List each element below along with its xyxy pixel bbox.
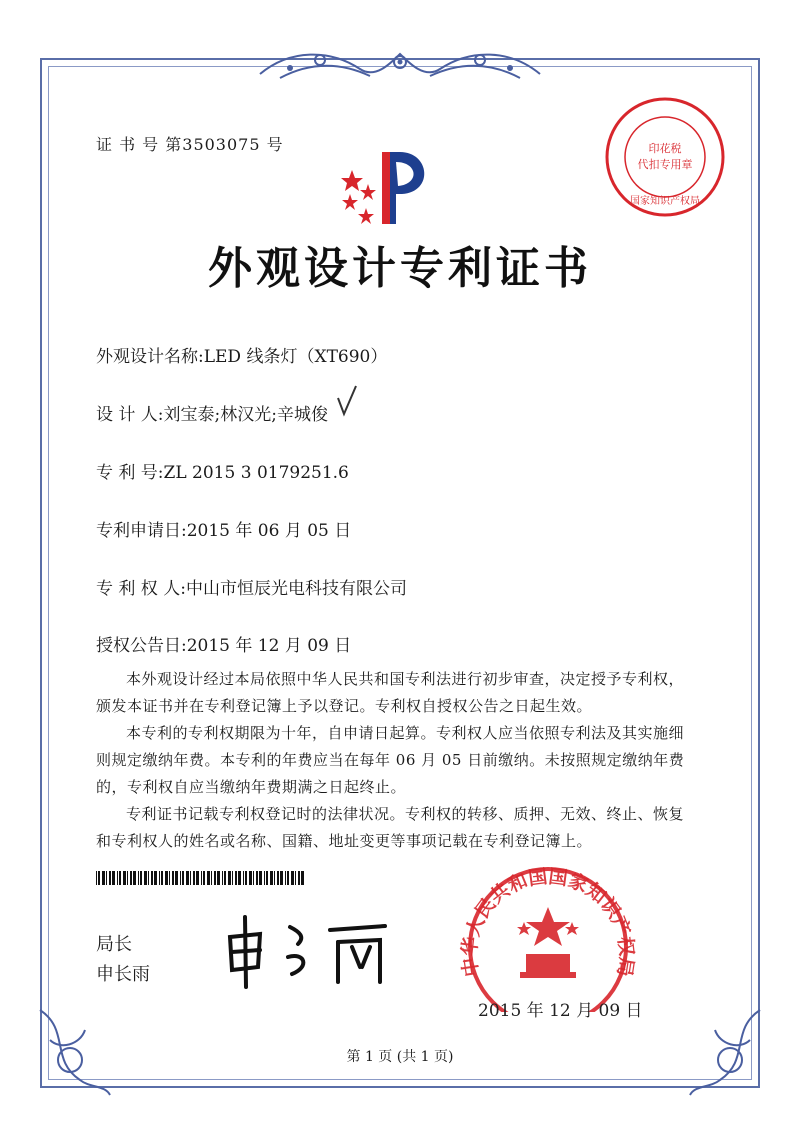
page-number: 第 1 页 (共 1 页): [346, 1049, 454, 1065]
barcode-bar: [165, 871, 168, 885]
small-red-seal: [600, 92, 730, 222]
filing-date-value: 2015 年 06 月 05 日: [186, 521, 352, 541]
barcode-bar: [301, 871, 304, 885]
barcode-bar: [285, 871, 286, 885]
barcode-bar: [277, 871, 279, 885]
barcode-bar: [161, 871, 163, 885]
barcode-bar: [140, 871, 142, 885]
barcode-bar: [298, 871, 300, 885]
barcode-bar: [253, 871, 254, 885]
certificate-body: [96, 666, 688, 855]
barcode-bar: [249, 871, 252, 885]
barcode-bar: [154, 871, 157, 885]
barcode-bar: [259, 871, 262, 885]
grant-date-value: 2015 年 12 月 09 日: [186, 636, 352, 656]
barcode-bar: [182, 871, 184, 885]
svg-text:印花税: 印花税: [648, 142, 682, 155]
design-name-label: 外观设计名称:: [96, 347, 204, 367]
barcode-bar: [224, 871, 226, 885]
barcode-bar: [245, 871, 247, 885]
cnipa-official-seal: [448, 862, 648, 1012]
barcode-bar: [190, 871, 191, 885]
certificate-number-label: 证 书 号 第: [96, 135, 183, 154]
designer-value: 刘宝泰;林汉光;辛城俊: [163, 405, 329, 425]
barcode-bar: [159, 871, 160, 885]
director-title: 局长: [96, 934, 132, 955]
barcode-bar: [98, 871, 100, 885]
big-seal-text: 中华人民共和国国家知识产权局: [458, 865, 638, 979]
barcode-bar: [280, 871, 283, 885]
barcode-bar: [295, 871, 296, 885]
barcode-bar: [217, 871, 220, 885]
grant-date-label: 授权公告日:: [96, 636, 187, 656]
barcode-bar: [222, 871, 223, 885]
certificate-number-value: 3503075 号: [182, 135, 284, 154]
barcode-bar: [203, 871, 205, 885]
top-ornament: [250, 44, 550, 90]
grant-date-row: [96, 631, 351, 656]
barcode-bar: [148, 871, 149, 885]
barcode-bar: [144, 871, 147, 885]
filing-date-label: 专利申请日:: [96, 521, 187, 541]
body-paragraph-1: 本外观设计经过本局依照中华人民共和国专利法进行初步审查，决定授予专利权，颁发本证书并在专利登记簿上予以登记。专利权自授权公告之日起生效。: [96, 670, 685, 715]
barcode-bar: [130, 871, 132, 885]
barcode-bar: [106, 871, 107, 885]
certificate-number: [96, 132, 284, 155]
barcode-bar: [287, 871, 289, 885]
body-paragraph-3: 专利证书记载专利权登记时的法律状况。专利权的转移、质押、无效、终止、恢复和专利权人的姓名或名称、国籍、地址变更等事项记载在专利登记簿上。: [96, 805, 685, 850]
barcode-bar: [214, 871, 216, 885]
small-seal-text: 国家知识产权局: [630, 196, 700, 207]
barcode-bar: [207, 871, 210, 885]
filing-date-row: [96, 516, 351, 541]
cnipa-logo: [330, 132, 440, 232]
barcode-bar: [169, 871, 170, 885]
barcode-bar: [138, 871, 139, 885]
barcode-bar: [270, 871, 273, 885]
barcode-bar: [243, 871, 244, 885]
designer-label: 设 计 人:: [96, 405, 164, 425]
barcode-bar: [133, 871, 136, 885]
design-name-row: [96, 342, 387, 367]
barcode-bar: [264, 871, 265, 885]
patentee-row: [96, 574, 407, 599]
barcode-bar: [266, 871, 268, 885]
barcode-bar: [119, 871, 121, 885]
patentee-value: 中山市恒辰光电科技有限公司: [185, 579, 407, 599]
svg-text:代扣专用章: 代扣专用章: [637, 158, 693, 171]
barcode-bar: [180, 871, 181, 885]
patent-number-row: [96, 458, 349, 483]
design-name-value: LED 线条灯（XT690）: [203, 347, 388, 367]
barcode-bar: [291, 871, 294, 885]
patent-number-value: ZL 2015 3 0179251.6: [163, 463, 349, 483]
checkmark-icon: [334, 384, 360, 418]
director-name: 申长雨: [96, 964, 150, 985]
issue-date: 2015 年 12 月 09 日: [478, 1001, 643, 1021]
patent-number-label: 专 利 号:: [96, 463, 164, 483]
barcode-bar: [228, 871, 231, 885]
barcode-bar: [123, 871, 126, 885]
barcode: [96, 870, 306, 884]
barcode-bar: [172, 871, 174, 885]
barcode-bar: [175, 871, 178, 885]
barcode-bar: [151, 871, 153, 885]
barcode-bar: [211, 871, 212, 885]
barcode-bar: [127, 871, 128, 885]
barcode-bar: [274, 871, 275, 885]
barcode-bar: [235, 871, 237, 885]
barcode-bar: [193, 871, 195, 885]
barcode-bar: [186, 871, 189, 885]
designer-row: [96, 400, 328, 425]
certificate-title: 外观设计专利证书: [208, 243, 592, 294]
barcode-bar: [196, 871, 199, 885]
barcode-bar: [96, 871, 97, 885]
barcode-bar: [102, 871, 105, 885]
barcode-bar: [117, 871, 118, 885]
barcode-bar: [109, 871, 111, 885]
handwritten-signature: [220, 912, 400, 992]
barcode-bar: [232, 871, 233, 885]
barcode-bar: [238, 871, 241, 885]
barcode-bar: [256, 871, 258, 885]
body-paragraph-2: 本专利的专利权期限为十年，自申请日起算。专利权人应当依照专利法及其实施细则规定缴纳年费。本专利的年费应当在每年 06 月 05 日前缴纳。未按照规定缴纳年费的，专利权自应当缴纳年费期满之日起终止。: [96, 724, 685, 796]
barcode-bar: [201, 871, 202, 885]
barcode-bar: [112, 871, 115, 885]
patentee-label: 专 利 权 人:: [96, 579, 186, 599]
